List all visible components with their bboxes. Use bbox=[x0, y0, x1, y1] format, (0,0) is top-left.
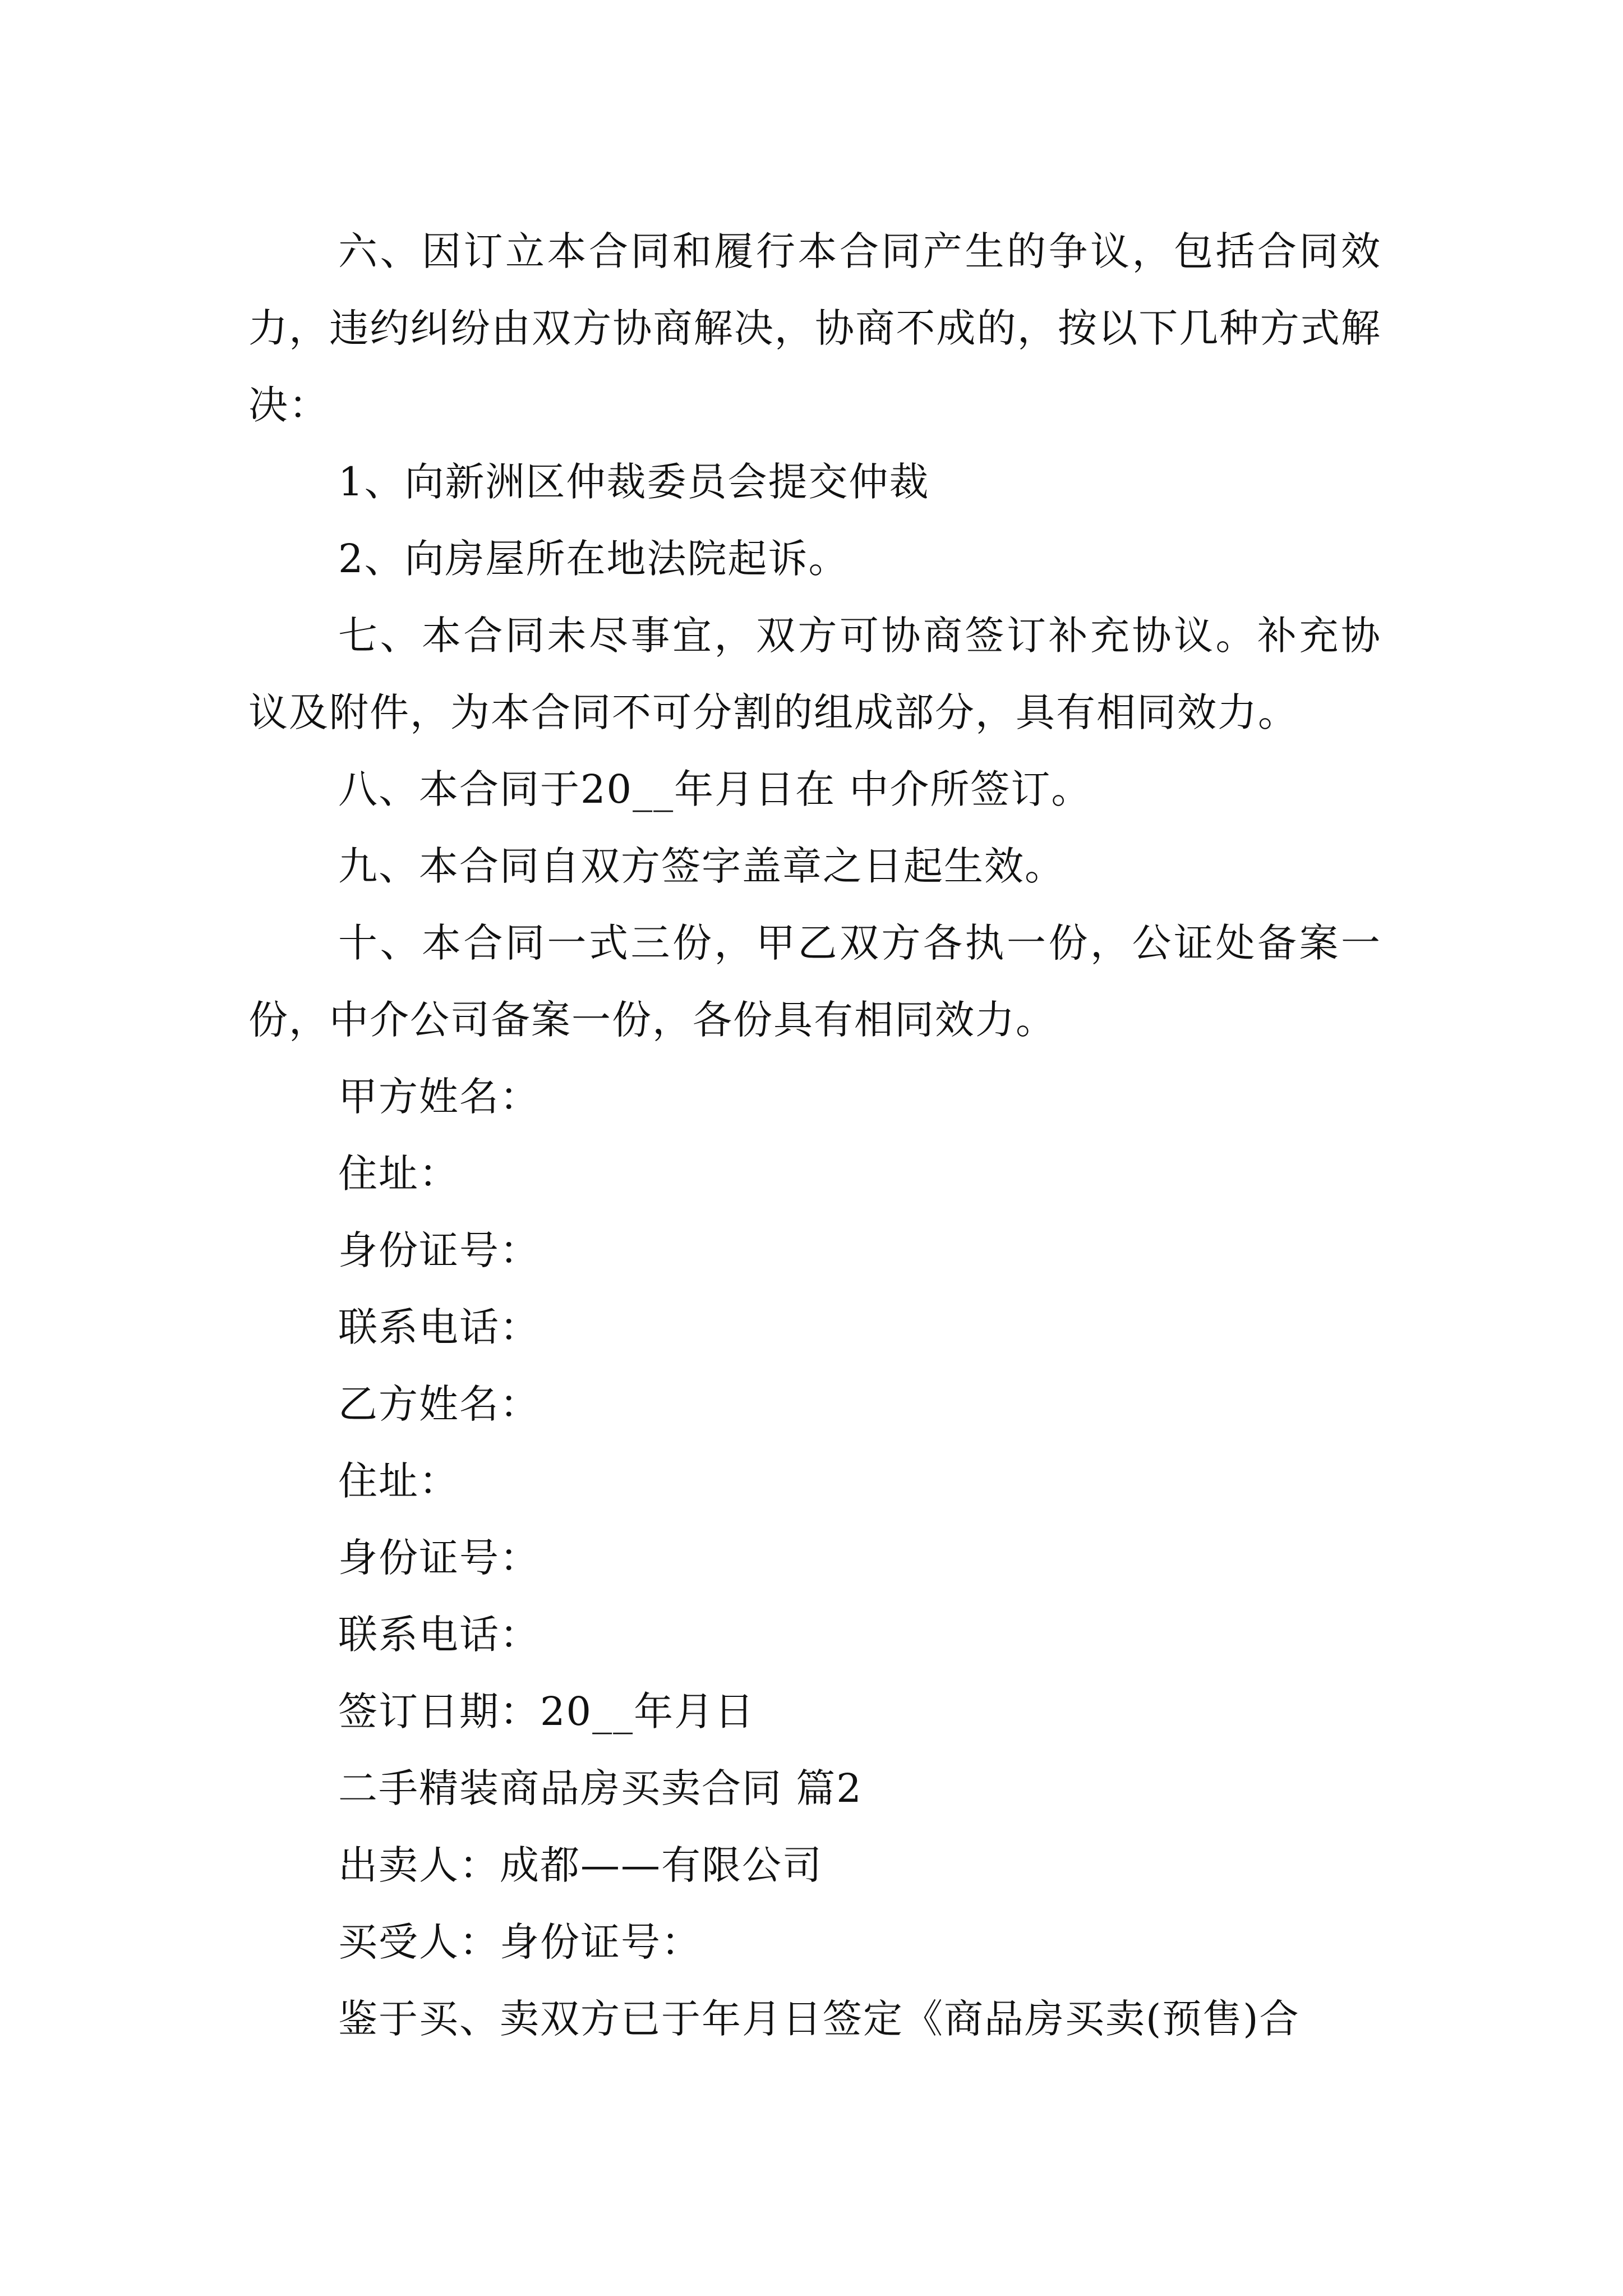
preamble-line: 鉴于买、卖双方已于年月日签定《商品房买卖(预售)合 bbox=[338, 1996, 1300, 2042]
clause-seven-supplementary: 七、本合同未尽事宜，双方可协商签订补充协议。补充协议及附件，为本合同不可分割的组成部分，具有相同效力。 bbox=[248, 613, 1381, 735]
party-b-phone-label: 联系电话： bbox=[338, 1612, 540, 1658]
party-b-name-label: 乙方姓名： bbox=[338, 1381, 540, 1427]
document-body bbox=[248, 213, 1381, 2058]
option-arbitration: 1、向新洲区仲裁委员会提交仲裁 bbox=[338, 459, 930, 505]
party-b-address-label: 住址： bbox=[338, 1458, 459, 1504]
party-a-name-label: 甲方姓名： bbox=[338, 1074, 540, 1120]
party-a-id-label: 身份证号： bbox=[338, 1227, 540, 1273]
clause-nine-effective: 九、本合同自双方签字盖章之日起生效。 bbox=[338, 843, 1065, 889]
clause-ten-copies: 十、本合同一式三份，甲乙双方各执一份，公证处备案一份，中介公司备案一份，各份具有相同效力。 bbox=[248, 920, 1381, 1043]
party-a-phone-label: 联系电话： bbox=[338, 1304, 540, 1350]
seller-line: 出卖人：成都——有限公司 bbox=[338, 1842, 823, 1888]
section-heading: 二手精装商品房买卖合同 篇2 bbox=[338, 1765, 863, 1811]
party-a-address-label: 住址： bbox=[338, 1151, 459, 1197]
clause-six-dispute-resolution: 六、因订立本合同和履行本合同产生的争议，包括合同效力，违约纠纷由双方协商解决，协商不成的，按以下几种方式解决： bbox=[248, 228, 1381, 428]
signing-date-label: 签订日期：20__年月日 bbox=[338, 1688, 755, 1734]
clause-eight-signing-place: 八、本合同于20__年月日在 中介所签订。 bbox=[338, 766, 1092, 812]
party-b-id-label: 身份证号： bbox=[338, 1535, 540, 1581]
option-litigation: 2、向房屋所在地法院起诉。 bbox=[338, 536, 849, 582]
buyer-line: 买受人：身份证号： bbox=[338, 1919, 702, 1965]
